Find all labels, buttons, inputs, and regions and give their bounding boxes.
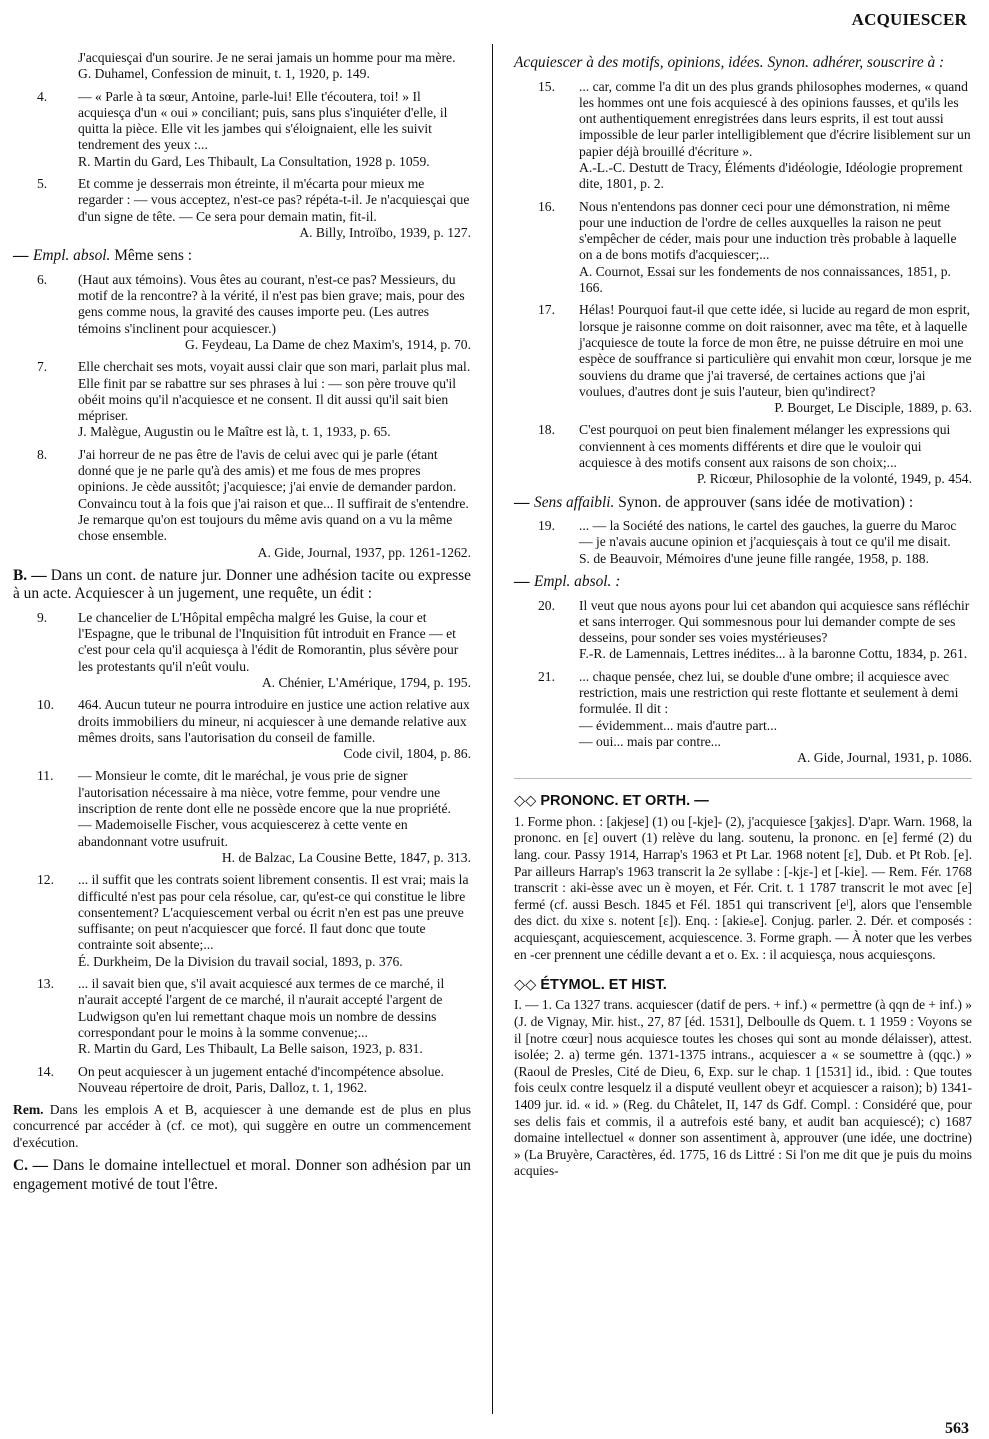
example-16 — [514, 199, 972, 297]
example-number: 11. — [37, 768, 54, 784]
example-text: Elle cherchait ses mots, voyait aussi clair que son mari, parlait plus mal. Elle finit par se rabattre sur ses phrases à lui : — son père trouve qu'il obéit moins qu'il n'acquiesce et ne consent. Il dit aussi qu'il sait bien mépriser. — [78, 359, 471, 424]
example-7 — [13, 359, 471, 440]
example-number: 14. — [37, 1063, 54, 1079]
example-source: Code civil, 1804, p. 86. — [343, 746, 471, 762]
example-text: Nous n'entendons pas donner ceci pour une démonstration, ni même pour une induction de l'ordre de celles auxquelles la raison ne peut s'empêcher de céder, mais pour une induction très probable à laquelle on a de bons motifs d'acquiescer;... — [579, 198, 957, 263]
example-text: Hélas! Pourquoi faut-il que cette idée, si lucide au regard de mon esprit, lorsque je raisonne comme on doit raisonner, avec ma tête, et à laquelle j'acquiesce de toute la force de mon être, ne puisse détruire en moi une espèce de souffrance si particulière qui envahit mon cœur, lorsque je me souviens du drame que j'ai traversé, de certaines actions que j'ai voulues, d'autres dont je suis l'auteur, bien qu'indirect? — [579, 302, 972, 399]
section-divider — [514, 778, 972, 779]
example-number: 5. — [37, 176, 48, 192]
example-number: 6. — [37, 271, 48, 287]
example-10 — [13, 697, 471, 762]
example-source: A. Cournot, Essai sur les fondements de nos connaissances, 1851, p. 166. — [579, 263, 951, 296]
example-text: — Monsieur le comte, dit le maréchal, je vous prie de signer l'autorisation nécessaire à ma nièce, votre femme, pour vendre une inscription de rente dont elle ne possède encore que la nue propriété. — [78, 768, 451, 817]
example-12 — [13, 872, 471, 970]
subsection-text: Synon. de approuver (sans idée de motivation) : — [618, 493, 914, 511]
example-text: J'acquiesçai d'un sourire. Je ne serai jamais un homme pour ma mère. — [78, 50, 456, 65]
example-number: 8. — [37, 446, 48, 462]
example-number: 9. — [37, 609, 48, 625]
section-label: B. — — [13, 566, 47, 584]
example-number: 13. — [37, 976, 54, 992]
example-number: 15. — [538, 78, 555, 94]
example-source: A.-L.-C. Destutt de Tracy, Éléments d'idéologie, Idéologie proprement dite, 1801, p. 2. — [579, 159, 963, 192]
example-source: R. Martin du Gard, Les Thibault, La Belle saison, 1923, p. 831. — [78, 1041, 423, 1057]
example-text: ... il savait bien que, s'il avait acquiescé aux termes de ce marché, il n'aurait accepté l'argent de ce marché, il n'aurait accepté l'argent de Ludwigson qu'en lui remettant chaque mois un nombre de dessins correspondant pour le moins à la somme convenue;... — [78, 976, 445, 1040]
example-source: F.-R. de Lamennais, Lettres inédites... à la baronne Cottu, 1834, p. 261. — [579, 646, 968, 662]
example-text: Et comme je desserrais mon étreinte, il m'écarta pour mieux me regarder : — vous acceptez, n'est-ce pas? répéta-t-il. Je n'acquiesçai que d'un signe de tête. — Ce sera pour demain matin, fit-il. — [78, 176, 470, 224]
example-source: H. de Balzac, La Cousine Bette, 1847, p. 313. — [221, 849, 471, 865]
example-number: 4. — [37, 88, 48, 104]
example-line: — évidemment... mais d'autre part... — [579, 717, 777, 733]
subsection-empl-absol-2: — Empl. absol. : — [514, 573, 621, 591]
example-source: A. Chénier, L'Amérique, 1794, p. 195. — [261, 675, 471, 690]
example-source: A. Gide, Journal, 1931, p. 1086. — [797, 750, 972, 766]
example-text: ... chaque pensée, chez lui, se double d'une ombre; il acquiesce avec restriction, mais une restriction qui reste flottante et seulement à demi formulée. Il dit : — [579, 668, 959, 717]
etymology-heading: ◇◇ ÉTYMOL. ET HIST. — [514, 977, 667, 994]
example-11 — [13, 768, 471, 866]
example-3 — [13, 50, 471, 83]
example-source: Nouveau répertoire de droit, Paris, Dalloz, t. 1, 1962. — [78, 1079, 368, 1095]
subsection-label: Sens affaibli. — [534, 493, 615, 511]
etymology-text: I. — 1. Ca 1327 trans. acquiescer (datif de pers. + inf.) « permettre (à qqn de + inf.) » (J. de Vignay, Mir. hist., 27, 87 [éd. 1531], Delboulle ds Quem. t. 1 1959 : Voyons se il [notre cœur] nous acquiesce toutes les choses qui sont au monde délaisser), attest. isolée; 2. a) terme gén. 1371-1375 intrans., acquiescer a « se soumettre à (qqc.) » (Raoul de Presles, Cité de Dieu, 6, Exp. sur le chap. 1 [1531] id., ibid. : Que toutes fois ceulx contre lesquelz il a disputé veullent obeyr et acquiescer a raison); b) 1341-1409 jur. id. « id. » (Reg. du Châtelet, II, 147 ds Gdf. Compl. : Considéré que, pour ses delis fais et commis, il a autrefois esté bany, et audit ban acquiescé); c) 1687 domaine intellectuel « donner son assentiment à, approuver (une idée, une doctrine) » (La Bruyère, Caractères, éd. 1775, 16 ds Littré : Si l'on me dit que je puis du moins acquies- — [514, 997, 972, 1179]
example-21 — [514, 669, 972, 767]
example-8 — [13, 447, 471, 561]
example-text: — « Parle à ta sœur, Antoine, parle-lui! Elle t'écoutera, toi! » Il acquiesça d'un « oui » conciliant; puis, sans plus s'inquiéter d'elle, il quitta la pièce. Elle vit les jambes qui s'éloignaient, elle les suivit tendrement des yeux :... — [78, 88, 448, 153]
subsection-text: Même sens : — [114, 247, 193, 265]
example-text-continued: — Mademoiselle Fischer, vous acquiescerez à cette vente en abandonnant votre usufruit. — [78, 817, 408, 849]
example-text: J'ai horreur de ne pas être de l'avis de celui avec qui je parle (étant donné que je ne parle qu'à des amis) et me fous de mes propres opinions. Je cède aussitôt; j'acquiesce; j'ai envie de demander pardon. Convaincu tout à la fois que j'ai raison et que... Il suffirait de s'entendre. Je remarque qu'on est toujours du même avis quand on a vu la même chose ensemble. — [78, 446, 469, 544]
remark-label: Rem. — [13, 1102, 44, 1118]
subsection-empl-absol: — Empl. absol. Même sens : — [13, 247, 193, 265]
example-source: J. Malègue, Augustin ou le Maître est là, t. 1, 1933, p. 65. — [78, 424, 391, 440]
example-source: G. Duhamel, Confession de minuit, t. 1, 1920, p. 149. — [78, 66, 370, 82]
example-text: C'est pourquoi on peut bien finalement mélanger les expressions qui conviennent à ces moments différents et dire que le vouloir qui acquiesce à des motifs consent aux raisons de son choix;... — [579, 422, 951, 471]
subsection-label: Empl. absol. — [33, 247, 111, 265]
example-source: A. Gide, Journal, 1937, pp. 1261-1262. — [257, 544, 471, 560]
section-text: Dans un cont. de nature jur. Donner une adhésion tacite ou expresse à un acte. Acquiescer à un jugement, une requête, un édit : — [13, 566, 471, 603]
section-c — [13, 1157, 471, 1194]
column-rule — [492, 44, 493, 1414]
example-text: ... car, comme l'a dit un des plus grands philosophes modernes, « quand les hommes ont une fois acquiescé à des opinions fausses, et qu'ils les ont authentiquement enregistrées dans leurs esprits, il est tout aussi impossible de leur parler intelligiblement que d'écrire lisiblement sur un papier déjà brouillé d'écriture ». — [579, 78, 971, 159]
intro-text: Acquiescer à des motifs, opinions, idées. Synon. adhérer, souscrire à : — [514, 54, 945, 71]
example-20 — [514, 598, 972, 663]
running-head: ACQUIESCER — [851, 10, 967, 29]
example-18 — [514, 422, 972, 487]
section-c-intro — [514, 54, 972, 73]
pronunciation-heading: ◇◇ PRONONC. ET ORTH. — — [514, 793, 709, 810]
example-number: 17. — [538, 302, 555, 318]
left-column — [13, 50, 471, 1200]
example-line: — oui... mais par contre... — [579, 733, 721, 749]
subsection-sens-affaibli: — Sens affaibli. Synon. de approuver (sans idée de motivation) : — [514, 493, 914, 511]
example-9 — [13, 610, 471, 691]
example-6 — [13, 272, 471, 353]
subsection-label: Empl. absol. : — [534, 573, 621, 591]
example-source: P. Bourget, Le Disciple, 1889, p. 63. — [774, 400, 972, 416]
example-source: R. Martin du Gard, Les Thibault, La Consultation, 1928 p. 1059. — [78, 153, 430, 169]
example-number: 20. — [538, 597, 555, 613]
example-17 — [514, 302, 972, 416]
section-label: C. — — [13, 1157, 48, 1175]
page-number: 563 — [945, 1419, 969, 1437]
example-text: Le chancelier de L'Hôpital empêcha malgré les Guise, la cour et l'Espagne, que le tribunal de l'Inquisition fût introduit en France — et c'est pour cela qu'il acquiesça à l'édit de Romorantin, plus sévère pour les protestants qu'il n'eût voulu. — [78, 609, 459, 674]
example-15 — [514, 79, 972, 193]
example-text: On peut acquiescer à un jugement entaché d'incompétence absolue. — [78, 1063, 444, 1079]
remark-text: Dans les emplois A et B, acquiescer à une demande est de plus en plus concurrencé par accéder à (cf. ce mot), qui suggère en outre un commencement d'exécution. — [13, 1102, 471, 1150]
example-number: 7. — [37, 359, 48, 375]
section-b — [13, 567, 471, 604]
example-source: S. de Beauvoir, Mémoires d'une jeune fille rangée, 1958, p. 188. — [579, 550, 929, 566]
pronunciation-text: 1. Forme phon. : [akjese] (1) ou [-kje]- (2), j'acquiesce [ʒakjɛs]. D'apr. Warn. 1968, la prononc. en [ɛ] ouvert (1) relève du lang. soutenu, la prononc. en [e] fermé (2) du lang. cour. Passy 1914, Harrap's 1963 et Pt Lar. 1968 notent [ɛ], Dub. et Pt Rob. [e]. Par ailleurs Harrap's 1963 transcrit la 2e syllabe : [-kjɛ-] et [-kie]. — Rem. Fér. 1768 transcrit : aki-èsse avec un è moyen, et Fér. Crit. t. 1 1787 transcrit le mot avec [e] fermé (cf. aussi Besch. 1845 et Fél. 1851 qui transcrivent [eˡ], alors que l'ensemble des dict. du xixe s. notent [ɛ]). Enq. : [akieₛe]. Conjug. parler. 2. Dér. et composés : acquiesçant, acquiescement, acquiescence. 3. Forme graph. — À noter que les verbes en -cer prennent une cédille devant a et o. Ex. : il acquiesça, nous acquiesçons. — [514, 813, 972, 962]
example-number: 10. — [37, 697, 54, 713]
example-source: P. Ricœur, Philosophie de la volonté, 1949, p. 454. — [696, 471, 972, 487]
example-number: 18. — [538, 422, 555, 438]
section-text: Dans le domaine intellectuel et moral. Donner son adhésion par un engagement motivé de tout l'être. — [13, 1157, 471, 1193]
example-text: (Haut aux témoins). Vous êtes au courant, n'est-ce pas? Messieurs, du motif de la rencontre? à la vérité, il n'est pas bien grave; mais, pour des gens comme nous, la gravité des causes importe peu. (Les autres témoins s'inclinent pour acquiescer.) — [78, 271, 465, 336]
example-5 — [13, 176, 471, 241]
right-column — [514, 50, 972, 1184]
example-13 — [13, 976, 471, 1057]
example-number: 16. — [538, 198, 555, 214]
example-4 — [13, 89, 471, 170]
example-source: A. Billy, Introïbo, 1939, p. 127. — [299, 224, 471, 240]
example-number: 12. — [37, 872, 54, 888]
example-source: É. Durkheim, De la Division du travail social, 1893, p. 376. — [78, 953, 403, 969]
example-19 — [514, 518, 972, 567]
example-text: 464. Aucun tuteur ne pourra introduire en justice une action relative aux droits immobiliers du mineur, ni acquiescer à une demande relative aux mêmes droits, sans l'autorisation du conseil de famille. — [78, 697, 470, 745]
example-number: 21. — [538, 668, 555, 684]
remark — [13, 1102, 471, 1151]
example-text: ... — la Société des nations, le cartel des gauches, la guerre du Maroc — je n'avais aucune opinion et j'acquiesçais à tout ce qu'il me disait. — [579, 518, 957, 550]
example-source: G. Feydeau, La Dame de chez Maxim's, 1914, p. 70. — [185, 336, 471, 352]
example-14 — [13, 1064, 471, 1097]
example-number: 19. — [538, 518, 555, 534]
example-text: ... il suffit que les contrats soient librement consentis. Il est vrai; mais la difficulté n'est pas pour cela résolue, car, qu'est-ce qui constitue le libre consentement? L'acquiescement verbal ou écrit n'en est pas une preuve suffisante; on peut n'acquiescer que forcé. Il faut donc que toute contrainte soit absente;... — [78, 872, 469, 953]
example-text: Il veut que nous ayons pour lui cet abandon qui acquiesce sans réfléchir et sans interroger. Qui sommesnous pour lui demander compte de ses desseins, pour sonder ses voies mystérieuses? — [579, 597, 970, 646]
